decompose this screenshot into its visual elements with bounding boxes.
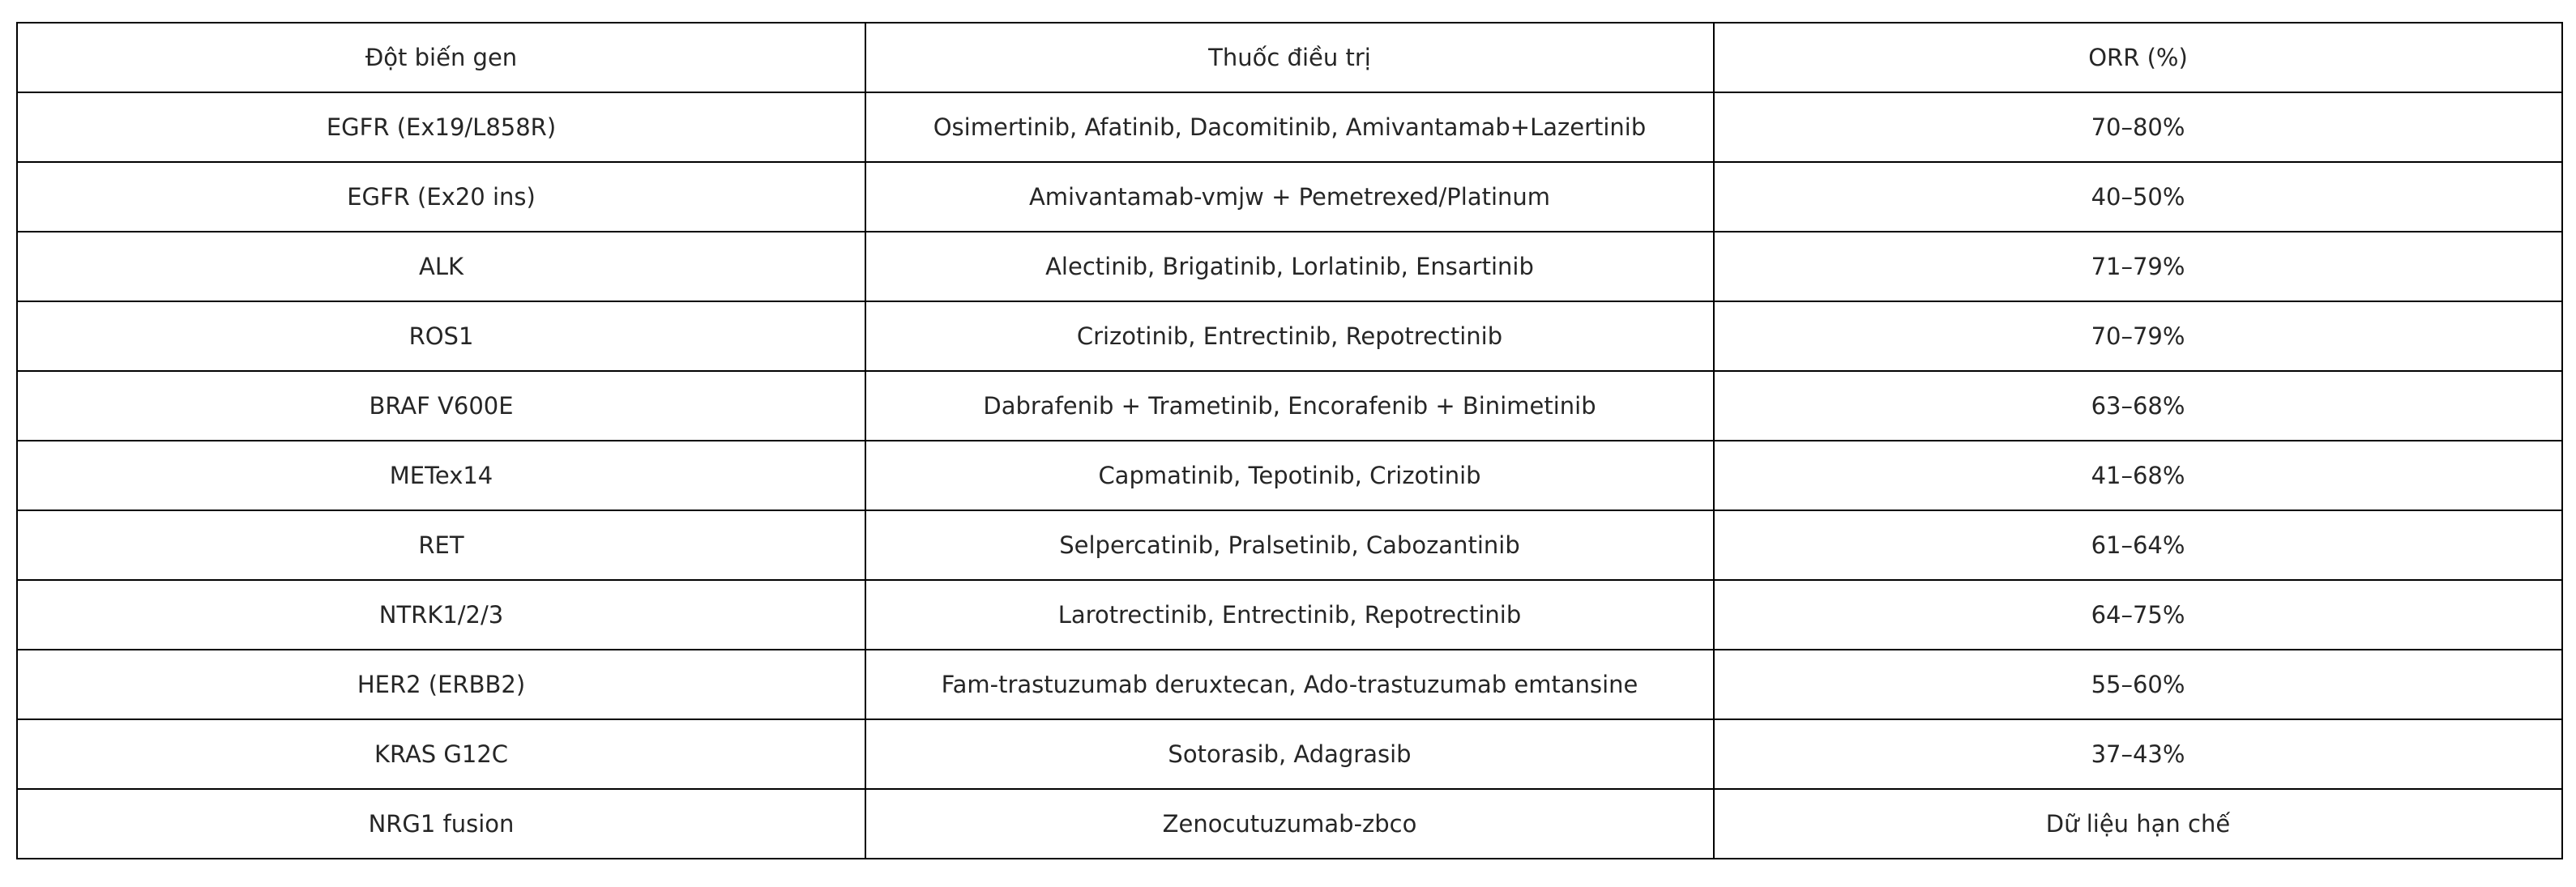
mutation-cell: HER2 (ERBB2) [17,650,865,719]
orr-cell: Dữ liệu hạn chế [1714,789,2562,859]
mutation-cell: ROS1 [17,301,865,371]
table-row [17,510,2562,580]
therapy-cell: Zenocutuzumab-zbco [865,789,1714,859]
orr-cell: 40–50% [1714,162,2562,232]
table-row [17,301,2562,371]
table-row [17,232,2562,301]
orr-cell: 41–68% [1714,441,2562,510]
mutation-cell: ALK [17,232,865,301]
orr-cell: 37–43% [1714,719,2562,789]
therapy-cell: Sotorasib, Adagrasib [865,719,1714,789]
orr-cell: 64–75% [1714,580,2562,650]
orr-cell: 61–64% [1714,510,2562,580]
header-orr: ORR (%) [1714,23,2562,92]
mutation-cell: METex14 [17,441,865,510]
therapy-cell: Amivantamab-vmjw + Pemetrexed/Platinum [865,162,1714,232]
table-row [17,92,2562,162]
table-row [17,719,2562,789]
therapy-cell: Capmatinib, Tepotinib, Crizotinib [865,441,1714,510]
mutation-cell: EGFR (Ex20 ins) [17,162,865,232]
mutation-cell: KRAS G12C [17,719,865,789]
mutation-therapy-table-container [16,22,2561,859]
mutation-cell: RET [17,510,865,580]
mutation-therapy-table [16,22,2563,859]
orr-cell: 70–80% [1714,92,2562,162]
table-row [17,162,2562,232]
table-row [17,371,2562,441]
table-row [17,789,2562,859]
table-row [17,441,2562,510]
therapy-cell: Crizotinib, Entrectinib, Repotrectinib [865,301,1714,371]
therapy-cell: Larotrectinib, Entrectinib, Repotrectinib [865,580,1714,650]
header-row [17,23,2562,92]
orr-cell: 70–79% [1714,301,2562,371]
mutation-cell: BRAF V600E [17,371,865,441]
mutation-cell: NRG1 fusion [17,789,865,859]
mutation-cell: NTRK1/2/3 [17,580,865,650]
therapy-cell: Osimertinib, Afatinib, Dacomitinib, Amivantamab+Lazertinib [865,92,1714,162]
therapy-cell: Dabrafenib + Trametinib, Encorafenib + Binimetinib [865,371,1714,441]
table-row [17,580,2562,650]
therapy-cell: Fam-trastuzumab deruxtecan, Ado-trastuzumab emtansine [865,650,1714,719]
table-row [17,650,2562,719]
orr-cell: 63–68% [1714,371,2562,441]
mutation-cell: EGFR (Ex19/L858R) [17,92,865,162]
therapy-cell: Selpercatinib, Pralsetinib, Cabozantinib [865,510,1714,580]
therapy-cell: Alectinib, Brigatinib, Lorlatinib, Ensartinib [865,232,1714,301]
orr-cell: 55–60% [1714,650,2562,719]
header-mutation: Đột biến gen [17,23,865,92]
header-therapy: Thuốc điều trị [865,23,1714,92]
orr-cell: 71–79% [1714,232,2562,301]
